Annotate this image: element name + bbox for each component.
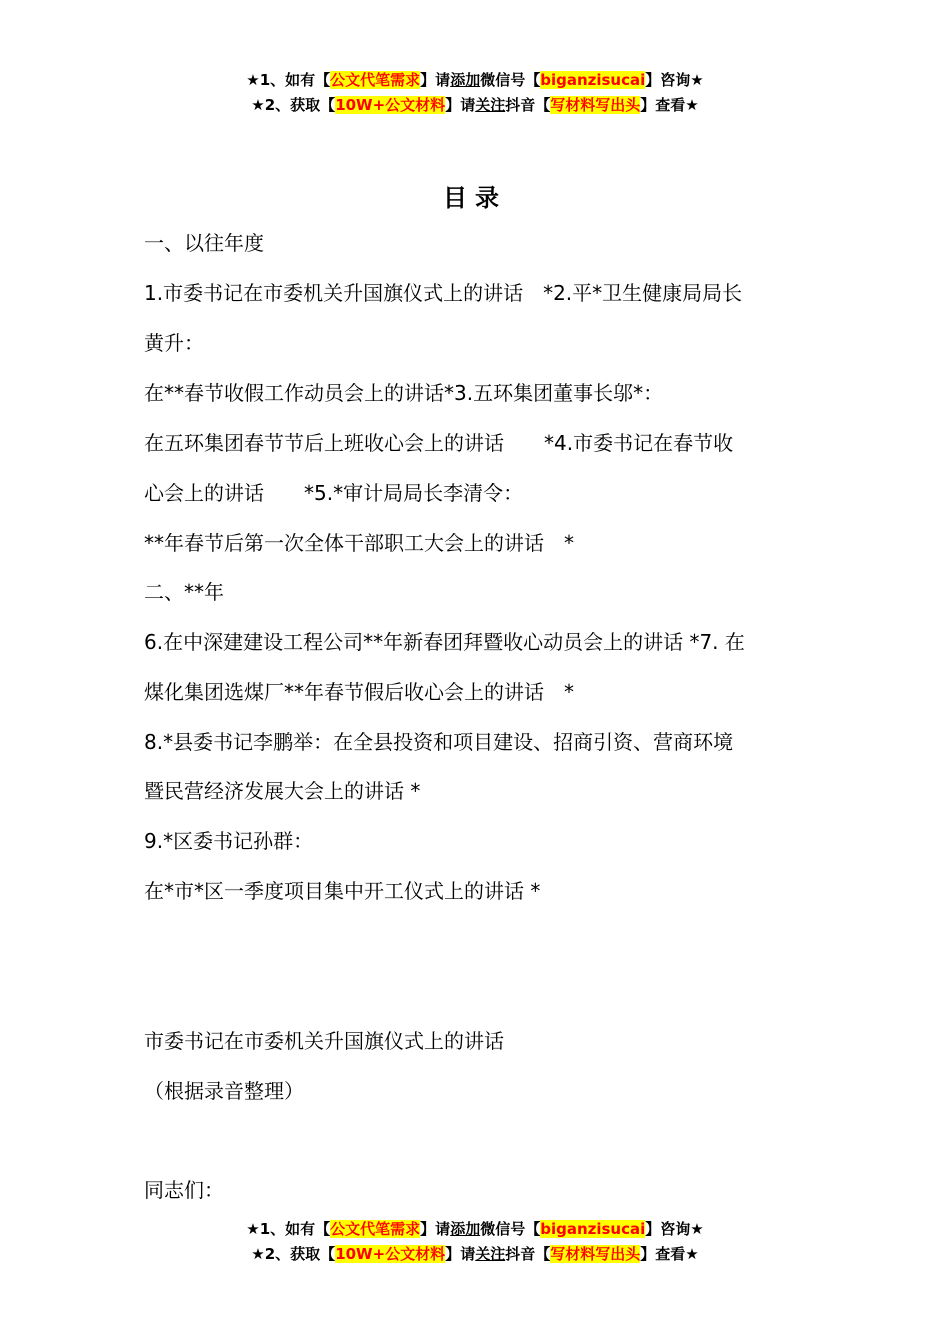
toc-line: 一、以往年度	[144, 231, 264, 255]
toc-line: 在**春节收假工作动员会上的讲话*3.五环集团董事长邬*：	[144, 381, 664, 405]
toc-line: 1.市委书记在市委机关升国旗仪式上的讲话 *2.平*卫生健康局局长	[144, 281, 743, 305]
toc-line: 6.在中深建建设工程公司**年新春团拜暨收心动员会上的讲话 *7. 在	[144, 630, 745, 654]
toc-line: 在五环集团春节节后上班收心会上的讲话 *4.市委书记在春节收	[144, 431, 734, 455]
toc-line: 二、**年	[144, 580, 224, 604]
toc-line: 心会上的讲话 *5.*审计局局长李清令：	[144, 481, 524, 505]
toc-line: 在*市*区一季度项目集中开工仪式上的讲话 *	[144, 879, 541, 903]
toc-line: 9.*区委书记孙群：	[144, 829, 314, 853]
speech-note: （根据录音整理）	[144, 1079, 304, 1103]
highlight-materials: 10W+公文材料	[335, 96, 446, 114]
highlight-materials: 10W+公文材料	[335, 1245, 446, 1263]
footer-promo-line-2: ★2、获取【10W+公文材料】请关注抖音【写材料写出头】查看★	[251, 1245, 699, 1263]
toc-line: 8.*县委书记李鹏举：在全县投资和项目建设、招商引资、营商环境	[144, 730, 734, 754]
header-promo-line-2: ★2、获取【10W+公文材料】请关注抖音【写材料写出头】查看★	[251, 96, 699, 114]
toc-line: 煤化集团选煤厂**年春节假后收心会上的讲话 *	[144, 680, 574, 704]
speech-title: 市委书记在市委机关升国旗仪式上的讲话	[144, 1029, 504, 1053]
toc-line: 暨民营经济发展大会上的讲话 *	[144, 779, 421, 803]
toc-line: 黄升：	[144, 331, 204, 355]
toc-title: 目录	[443, 184, 507, 212]
speech-greeting: 同志们：	[144, 1178, 224, 1202]
highlight-wechat-id: biganzisucai	[540, 71, 646, 89]
header-promo-line-1: ★1、如有【公文代笔需求】请添加微信号【biganzisucai】咨询★	[246, 71, 704, 89]
toc-line: **年春节后第一次全体干部职工大会上的讲话 *	[144, 531, 574, 555]
highlight-douyin: 写材料写出头	[550, 96, 641, 114]
highlight-wechat-id: biganzisucai	[540, 1220, 646, 1238]
footer-promo-line-1: ★1、如有【公文代笔需求】请添加微信号【biganzisucai】咨询★	[246, 1220, 704, 1238]
highlight-service: 公文代笔需求	[330, 1220, 421, 1238]
highlight-service: 公文代笔需求	[330, 71, 421, 89]
highlight-douyin: 写材料写出头	[550, 1245, 641, 1263]
